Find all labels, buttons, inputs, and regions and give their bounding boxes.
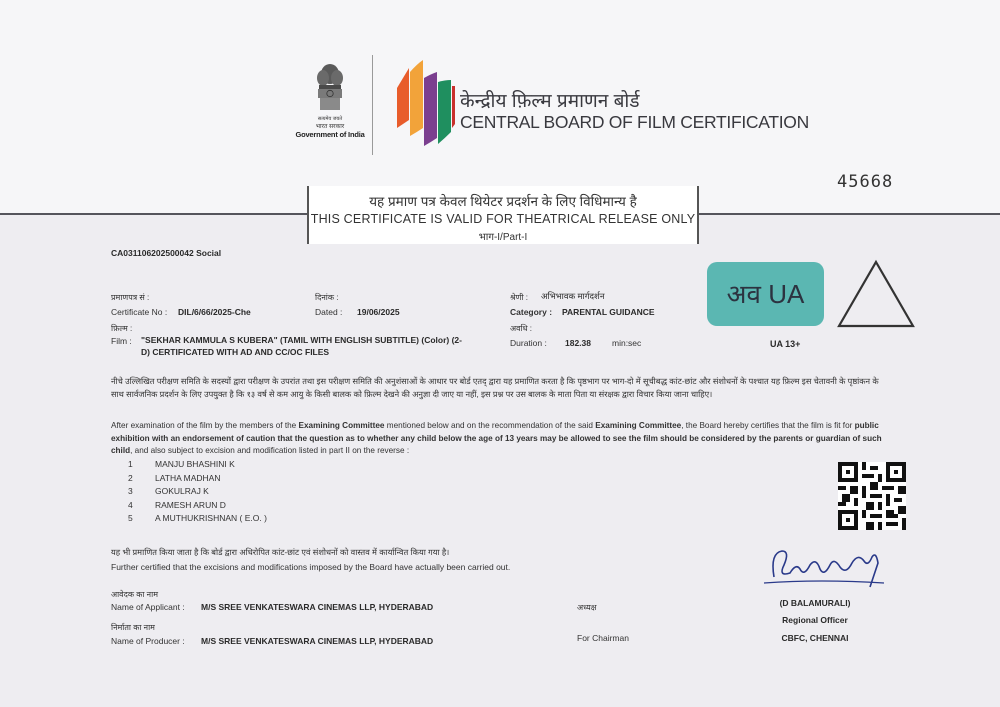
duration-value: 182.38 [565,338,591,348]
para-text-4: , and also subject to excision and modification listed in part II on the reverse : [130,446,410,455]
film-title-line2: D) CERTIFICATED WITH AD AND CC/OC FILES [141,347,330,357]
cert-no-label-hindi: प्रमाणपत्र सं : [111,293,150,302]
cbfc-logo-icon [395,58,457,150]
certification-paragraph-hindi: नीचे उल्लिखित परीक्षण समिति के सदस्यों द्वारा परीक्षण के उपरांत तथा इस परीक्षण समिति की अनुशंसाओं के आधार पर बोर्ड एतद् द्वारा यह प्रमाणित करता है कि पृष्ठभाग पर भाग-दो में सूचीबद्ध कांट-छांट और संशोधनों के पश्चात यह फ़िल्म इस चेतावनी के पृष्ठांकन के साथ सार्वजनिक प्रदर्शन के लिए उपयुक्त है कि १३ वर्ष से कम आयु के किसी बालक को फ़िल्म देखने की अनुज्ञा दी जाए या नहीं, इस प्रश्न पर उस बालक के माता पिता या संरक्षक द्वारा विचार किया जाना चाहिए। [111,377,879,399]
validity-part: भाग-I/Part-I [478,232,528,243]
producer-label-hindi: निर्माता का नाम [111,623,155,632]
producer-value: M/S SREE VENKATESWARA CINEMAS LLP, HYDERABAD [201,636,434,646]
list-item: 4 RAMESH ARUN D [128,499,226,510]
officer-title: Regional Officer [782,615,848,625]
certification-paragraph-english [111,420,891,458]
duration-label-hindi: अवधि : [510,324,532,333]
board-name-hindi: केन्द्रीय फ़िल्म प्रमाणन बोर्ड [460,91,640,112]
cert-no-label: Certificate No : [111,307,168,317]
committee-members [128,459,428,527]
date-value: 19/06/2025 [357,307,400,317]
para-text-1: After examination of the film by the members of the [111,421,299,430]
board-name-english: CENTRAL BOARD OF FILM CERTIFICATION [460,112,809,132]
validity-english: THIS CERTIFICATE IS VALID FOR THEATRICAL RELEASE ONLY [310,212,696,226]
para-bold-3: public exhibition with an endorsement of caution that the question as to whether any child below the age of 13 years may be allowed to see the film should be considered by the parents or guardian of such child [111,421,882,455]
producer-label: Name of Producer : [111,636,185,646]
rating-badge: अव UA [707,262,824,326]
applicant-label: Name of Applicant : [111,602,185,612]
qr-code-icon [838,462,906,530]
para-text-3: , the Board hereby certifies that the film is fit for [681,421,855,430]
duration-label: Duration : [510,338,547,348]
list-item: 5 A MUTHUKRISHNAN ( E.O. ) [128,513,267,523]
cbfc-logo [395,58,457,155]
duration-unit: min:sec [612,338,642,348]
emblem-govt-hindi: भारत सरकार [315,124,345,130]
para-bold-2: Examining Committee [595,421,682,430]
cert-no-value: DIL/6/66/2025-Che [178,307,251,317]
validity-hindi: यह प्रमाण पत्र केवल थियेटर प्रदर्शन के लिए विधिमान्य है [369,194,637,209]
date-label: Dated : [315,307,343,317]
film-label: Film : [111,336,132,346]
lion-capital-icon [314,62,346,114]
emblem-govt-english: Government of India [295,130,365,139]
list-item: 2 LATHA MADHAN [128,472,221,483]
validity-banner [307,186,699,244]
further-certification-hindi: यह भी प्रमाणित किया जाता है कि बोर्ड द्वारा अधिरोपित कांट-छांट एवं संशोधनों को वास्तव में कार्यान्वित किया गया है। [111,548,450,557]
applicant-label-hindi: आवेदक का नाम [111,590,158,599]
category-label: Category : [510,307,553,317]
rating-sub-label: UA 13+ [770,339,801,349]
para-text-2: mentioned below and on the recommendation of the said [384,421,596,430]
signature [760,543,890,596]
applicant-value: M/S SREE VENKATESWARA CINEMAS LLP, HYDERABAD [201,602,434,612]
officer-name: (D BALAMURALI) [779,598,851,608]
emblem-motto: सत्यमेव जयते [317,116,343,122]
officer-office: CBFC, CHENNAI [781,633,849,643]
list-item: 3 GOKULRAJ K [128,486,209,496]
category-label-hindi: श्रेणी : [510,293,528,302]
chairman-hindi: अध्यक्ष [577,603,597,612]
national-emblem [290,62,370,152]
category-value: PARENTAL GUIDANCE [562,307,655,317]
film-title-line1: "SEKHAR KAMMULA S KUBERA" (TAMIL WITH ENGLISH SUBTITLE) (Color) (2- [141,335,462,345]
further-certification-english: Further certified that the excisions and modifications imposed by the Board have actually been carried out. [111,562,511,572]
category-value-hindi: अभिभावक मार्गदर्शन [541,291,605,301]
chairman-english: For Chairman [577,633,629,643]
serial-number: 45668 [837,172,894,192]
list-item: 1 MANJU BHASHINI K [128,459,235,469]
logo-separator [372,55,373,155]
date-label-hindi: दिनांक : [315,293,339,302]
warning-triangle-icon [835,258,917,335]
film-label-hindi: फ़िल्म : [111,324,133,333]
reference-code: CA031106202500042 Social [111,248,222,258]
para-bold-1: Examining Committee [298,421,385,430]
